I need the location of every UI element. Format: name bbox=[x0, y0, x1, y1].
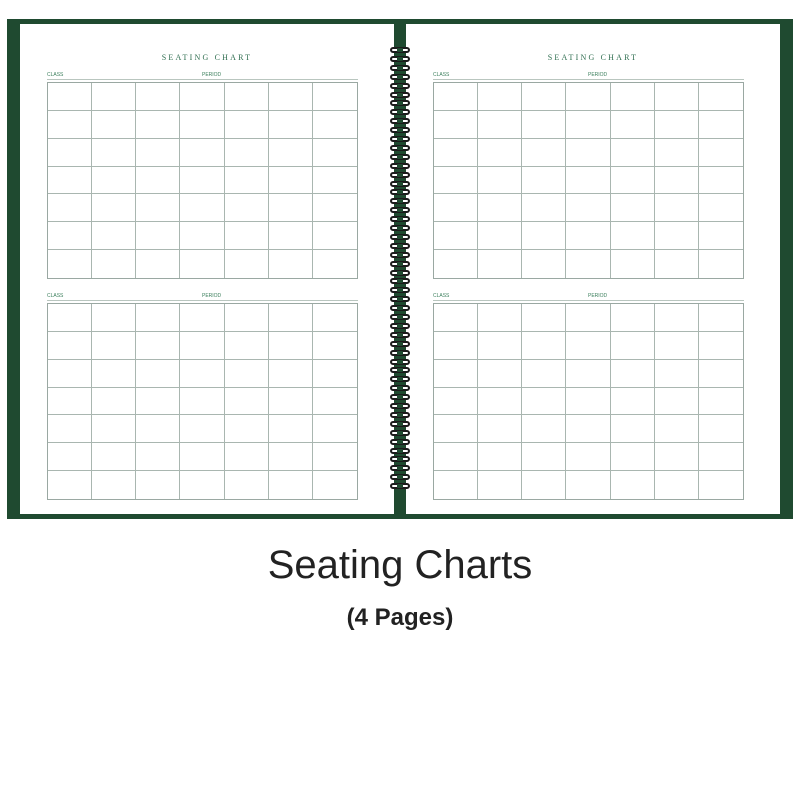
spiral-coil bbox=[388, 367, 412, 373]
page-title: SEATING CHART bbox=[547, 53, 639, 62]
seat-cell bbox=[478, 332, 522, 360]
seat-cell bbox=[92, 332, 136, 360]
seat-cell bbox=[48, 360, 92, 388]
spiral-coil bbox=[388, 465, 412, 471]
seat-cell bbox=[699, 304, 743, 332]
seat-cell bbox=[313, 443, 357, 471]
page-left bbox=[20, 24, 394, 514]
seat-cell bbox=[48, 304, 92, 332]
seat-cell bbox=[566, 332, 610, 360]
seat-cell bbox=[655, 471, 699, 499]
seat-cell bbox=[136, 83, 180, 111]
seat-cell bbox=[48, 139, 92, 167]
spiral-coil bbox=[388, 207, 412, 213]
seat-cell bbox=[699, 83, 743, 111]
seat-cell bbox=[180, 471, 224, 499]
seat-cell bbox=[180, 250, 224, 278]
seat-cell bbox=[92, 388, 136, 416]
seat-cell bbox=[699, 111, 743, 139]
seat-cell bbox=[313, 250, 357, 278]
seat-cell bbox=[313, 111, 357, 139]
seat-cell bbox=[269, 83, 313, 111]
seat-cell bbox=[478, 111, 522, 139]
seat-cell bbox=[611, 332, 655, 360]
caption-title: Seating Charts bbox=[267, 543, 533, 587]
seat-cell bbox=[522, 83, 566, 111]
seat-cell bbox=[655, 139, 699, 167]
spiral-coil bbox=[388, 65, 412, 71]
seating-grid bbox=[433, 303, 744, 500]
period-label: PERIOD bbox=[202, 293, 222, 299]
spiral-coil bbox=[388, 287, 412, 293]
spiral-coil bbox=[388, 394, 412, 400]
seat-cell bbox=[566, 360, 610, 388]
seat-cell bbox=[611, 471, 655, 499]
seat-cell bbox=[478, 222, 522, 250]
seat-cell bbox=[522, 443, 566, 471]
seat-cell bbox=[225, 471, 269, 499]
seat-cell bbox=[92, 111, 136, 139]
seat-cell bbox=[225, 111, 269, 139]
caption-subtitle: (4 Pages) bbox=[346, 604, 454, 631]
spiral-coil bbox=[388, 145, 412, 151]
seat-cell bbox=[136, 111, 180, 139]
page-right bbox=[406, 24, 780, 514]
spiral-coil bbox=[388, 47, 412, 53]
chart-header bbox=[47, 293, 358, 301]
seat-cell bbox=[434, 111, 478, 139]
seat-cell bbox=[566, 222, 610, 250]
seat-cell bbox=[566, 443, 610, 471]
spiral-coil bbox=[388, 127, 412, 133]
seat-cell bbox=[699, 194, 743, 222]
seat-cell bbox=[92, 222, 136, 250]
seat-cell bbox=[699, 139, 743, 167]
spiral-coil bbox=[388, 314, 412, 320]
seating-grid bbox=[433, 82, 744, 279]
seat-cell bbox=[655, 83, 699, 111]
seat-cell bbox=[180, 388, 224, 416]
spiral-coil bbox=[388, 270, 412, 276]
seat-cell bbox=[313, 360, 357, 388]
seat-cell bbox=[611, 139, 655, 167]
seat-cell bbox=[92, 360, 136, 388]
spiral-coil bbox=[388, 412, 412, 418]
seat-cell bbox=[180, 304, 224, 332]
seat-cell bbox=[434, 388, 478, 416]
seat-cell bbox=[92, 167, 136, 195]
seat-cell bbox=[522, 332, 566, 360]
seat-cell bbox=[225, 222, 269, 250]
spiral-coil bbox=[388, 172, 412, 178]
spiral-coil bbox=[388, 456, 412, 462]
spiral-coil bbox=[388, 359, 412, 365]
seat-cell bbox=[92, 304, 136, 332]
seat-cell bbox=[225, 388, 269, 416]
seat-cell bbox=[434, 222, 478, 250]
seat-cell bbox=[269, 194, 313, 222]
seat-cell bbox=[699, 222, 743, 250]
seat-cell bbox=[313, 415, 357, 443]
seat-cell bbox=[434, 194, 478, 222]
seat-cell bbox=[434, 471, 478, 499]
class-label: CLASS bbox=[47, 293, 64, 299]
seat-cell bbox=[92, 443, 136, 471]
seat-cell bbox=[478, 388, 522, 416]
seat-cell bbox=[434, 360, 478, 388]
seat-cell bbox=[655, 111, 699, 139]
seat-cell bbox=[478, 443, 522, 471]
seat-cell bbox=[180, 139, 224, 167]
spiral-coil bbox=[388, 198, 412, 204]
seat-cell bbox=[225, 250, 269, 278]
seat-cell bbox=[92, 415, 136, 443]
seat-cell bbox=[434, 139, 478, 167]
spiral-coil bbox=[388, 216, 412, 222]
seat-cell bbox=[655, 194, 699, 222]
seat-cell bbox=[225, 304, 269, 332]
seat-cell bbox=[611, 83, 655, 111]
seat-cell bbox=[478, 360, 522, 388]
spiral-coil bbox=[388, 350, 412, 356]
seat-cell bbox=[92, 139, 136, 167]
spiral-coil bbox=[388, 74, 412, 80]
seat-cell bbox=[136, 222, 180, 250]
spiral-coil bbox=[388, 305, 412, 311]
seat-cell bbox=[313, 388, 357, 416]
seat-cell bbox=[655, 250, 699, 278]
spiral-coil bbox=[388, 225, 412, 231]
seat-cell bbox=[225, 415, 269, 443]
spiral-binding-icon bbox=[388, 47, 412, 492]
seat-cell bbox=[611, 167, 655, 195]
seat-cell bbox=[269, 304, 313, 332]
seat-cell bbox=[655, 415, 699, 443]
spiral-coil bbox=[388, 83, 412, 89]
spiral-coil bbox=[388, 154, 412, 160]
seat-cell bbox=[225, 194, 269, 222]
period-label: PERIOD bbox=[588, 72, 608, 78]
seat-cell bbox=[48, 111, 92, 139]
seat-cell bbox=[136, 304, 180, 332]
seat-cell bbox=[478, 415, 522, 443]
spiral-coil bbox=[388, 109, 412, 115]
seat-cell bbox=[434, 304, 478, 332]
spiral-coil bbox=[388, 163, 412, 169]
page-title: SEATING CHART bbox=[161, 53, 253, 62]
seat-cell bbox=[48, 415, 92, 443]
seat-cell bbox=[699, 332, 743, 360]
seat-cell bbox=[48, 222, 92, 250]
seat-cell bbox=[313, 304, 357, 332]
spiral-coil bbox=[388, 474, 412, 480]
seat-cell bbox=[611, 360, 655, 388]
spiral-coil bbox=[388, 448, 412, 454]
spiral-coil bbox=[388, 189, 412, 195]
seat-cell bbox=[180, 194, 224, 222]
period-label: PERIOD bbox=[202, 72, 222, 78]
seat-cell bbox=[434, 443, 478, 471]
spiral-coil bbox=[388, 421, 412, 427]
seat-cell bbox=[699, 443, 743, 471]
spiral-coil bbox=[388, 323, 412, 329]
seat-cell bbox=[269, 443, 313, 471]
seat-cell bbox=[48, 471, 92, 499]
spiral-coil bbox=[388, 341, 412, 347]
seat-cell bbox=[92, 250, 136, 278]
seat-cell bbox=[522, 139, 566, 167]
seat-cell bbox=[269, 222, 313, 250]
seat-cell bbox=[478, 167, 522, 195]
seat-cell bbox=[313, 222, 357, 250]
spiral-coil bbox=[388, 403, 412, 409]
seat-cell bbox=[699, 360, 743, 388]
seat-cell bbox=[313, 194, 357, 222]
seat-cell bbox=[313, 471, 357, 499]
seat-cell bbox=[269, 250, 313, 278]
class-label: CLASS bbox=[433, 72, 450, 78]
seat-cell bbox=[566, 83, 610, 111]
seat-cell bbox=[269, 471, 313, 499]
period-label: PERIOD bbox=[588, 293, 608, 299]
spiral-coil bbox=[388, 243, 412, 249]
seat-cell bbox=[92, 83, 136, 111]
seat-cell bbox=[566, 194, 610, 222]
seat-cell bbox=[225, 360, 269, 388]
seat-cell bbox=[478, 304, 522, 332]
seat-cell bbox=[566, 111, 610, 139]
spiral-coil bbox=[388, 118, 412, 124]
seat-cell bbox=[522, 194, 566, 222]
spiral-coil bbox=[388, 483, 412, 489]
seat-cell bbox=[434, 415, 478, 443]
chart-header bbox=[433, 72, 744, 80]
seat-cell bbox=[269, 415, 313, 443]
spiral-coil bbox=[388, 136, 412, 142]
seat-cell bbox=[48, 443, 92, 471]
seat-cell bbox=[225, 332, 269, 360]
seat-cell bbox=[48, 332, 92, 360]
seat-cell bbox=[522, 111, 566, 139]
seat-cell bbox=[269, 167, 313, 195]
seat-cell bbox=[566, 250, 610, 278]
seat-cell bbox=[48, 250, 92, 278]
seat-cell bbox=[611, 388, 655, 416]
seat-cell bbox=[434, 250, 478, 278]
seat-cell bbox=[522, 222, 566, 250]
seat-cell bbox=[566, 388, 610, 416]
seat-cell bbox=[478, 83, 522, 111]
seat-cell bbox=[136, 415, 180, 443]
class-label: CLASS bbox=[47, 72, 64, 78]
seat-cell bbox=[313, 83, 357, 111]
seat-cell bbox=[478, 250, 522, 278]
seat-cell bbox=[136, 443, 180, 471]
spiral-coil bbox=[388, 252, 412, 258]
seat-cell bbox=[655, 443, 699, 471]
seat-cell bbox=[611, 443, 655, 471]
spiral-coil bbox=[388, 332, 412, 338]
seat-cell bbox=[655, 388, 699, 416]
seat-cell bbox=[136, 139, 180, 167]
spiral-coil bbox=[388, 234, 412, 240]
seat-cell bbox=[180, 332, 224, 360]
seat-cell bbox=[48, 83, 92, 111]
spiral-coil bbox=[388, 181, 412, 187]
seat-cell bbox=[699, 388, 743, 416]
seat-cell bbox=[136, 388, 180, 416]
seat-cell bbox=[566, 471, 610, 499]
seat-cell bbox=[699, 415, 743, 443]
seat-cell bbox=[136, 471, 180, 499]
seat-cell bbox=[225, 167, 269, 195]
seat-cell bbox=[611, 111, 655, 139]
seat-cell bbox=[699, 250, 743, 278]
seat-cell bbox=[269, 139, 313, 167]
seat-cell bbox=[180, 415, 224, 443]
seat-cell bbox=[434, 83, 478, 111]
seat-cell bbox=[136, 332, 180, 360]
seat-cell bbox=[699, 167, 743, 195]
seat-cell bbox=[611, 415, 655, 443]
seat-cell bbox=[48, 167, 92, 195]
seat-cell bbox=[655, 332, 699, 360]
seat-cell bbox=[313, 139, 357, 167]
seat-cell bbox=[136, 360, 180, 388]
seat-cell bbox=[566, 415, 610, 443]
seat-cell bbox=[655, 360, 699, 388]
seat-cell bbox=[180, 83, 224, 111]
seat-cell bbox=[522, 360, 566, 388]
seat-cell bbox=[522, 250, 566, 278]
seat-cell bbox=[611, 222, 655, 250]
seat-cell bbox=[611, 250, 655, 278]
chart-header bbox=[433, 293, 744, 301]
seat-cell bbox=[180, 222, 224, 250]
seat-cell bbox=[92, 194, 136, 222]
seat-cell bbox=[434, 332, 478, 360]
seat-cell bbox=[225, 83, 269, 111]
seat-cell bbox=[522, 415, 566, 443]
spiral-coil bbox=[388, 100, 412, 106]
seat-cell bbox=[522, 304, 566, 332]
seat-cell bbox=[48, 194, 92, 222]
seating-grid bbox=[47, 303, 358, 500]
seat-cell bbox=[478, 139, 522, 167]
seat-cell bbox=[655, 304, 699, 332]
seat-cell bbox=[522, 167, 566, 195]
spiral-coil bbox=[388, 56, 412, 62]
seat-cell bbox=[136, 194, 180, 222]
seat-cell bbox=[136, 167, 180, 195]
seat-cell bbox=[655, 167, 699, 195]
seat-cell bbox=[434, 167, 478, 195]
seat-cell bbox=[269, 360, 313, 388]
seat-cell bbox=[478, 194, 522, 222]
seat-cell bbox=[92, 471, 136, 499]
spiral-coil bbox=[388, 296, 412, 302]
spiral-coil bbox=[388, 261, 412, 267]
seat-cell bbox=[225, 139, 269, 167]
seat-cell bbox=[478, 471, 522, 499]
seat-cell bbox=[566, 304, 610, 332]
seat-cell bbox=[180, 360, 224, 388]
seat-cell bbox=[611, 194, 655, 222]
seat-cell bbox=[566, 167, 610, 195]
seat-cell bbox=[313, 167, 357, 195]
spiral-coil bbox=[388, 385, 412, 391]
seat-cell bbox=[522, 388, 566, 416]
seating-grid bbox=[47, 82, 358, 279]
seat-cell bbox=[180, 167, 224, 195]
seat-cell bbox=[611, 304, 655, 332]
spiral-coil bbox=[388, 92, 412, 98]
seat-cell bbox=[269, 332, 313, 360]
seat-cell bbox=[136, 250, 180, 278]
seat-cell bbox=[655, 222, 699, 250]
seat-cell bbox=[180, 443, 224, 471]
seat-cell bbox=[225, 443, 269, 471]
chart-header bbox=[47, 72, 358, 80]
seat-cell bbox=[566, 139, 610, 167]
seat-cell bbox=[269, 111, 313, 139]
spiral-coil bbox=[388, 430, 412, 436]
spiral-coil bbox=[388, 278, 412, 284]
seat-cell bbox=[48, 388, 92, 416]
class-label: CLASS bbox=[433, 293, 450, 299]
seat-cell bbox=[180, 111, 224, 139]
spiral-coil bbox=[388, 439, 412, 445]
seat-cell bbox=[699, 471, 743, 499]
spiral-coil bbox=[388, 376, 412, 382]
seat-cell bbox=[269, 388, 313, 416]
seat-cell bbox=[313, 332, 357, 360]
seat-cell bbox=[522, 471, 566, 499]
